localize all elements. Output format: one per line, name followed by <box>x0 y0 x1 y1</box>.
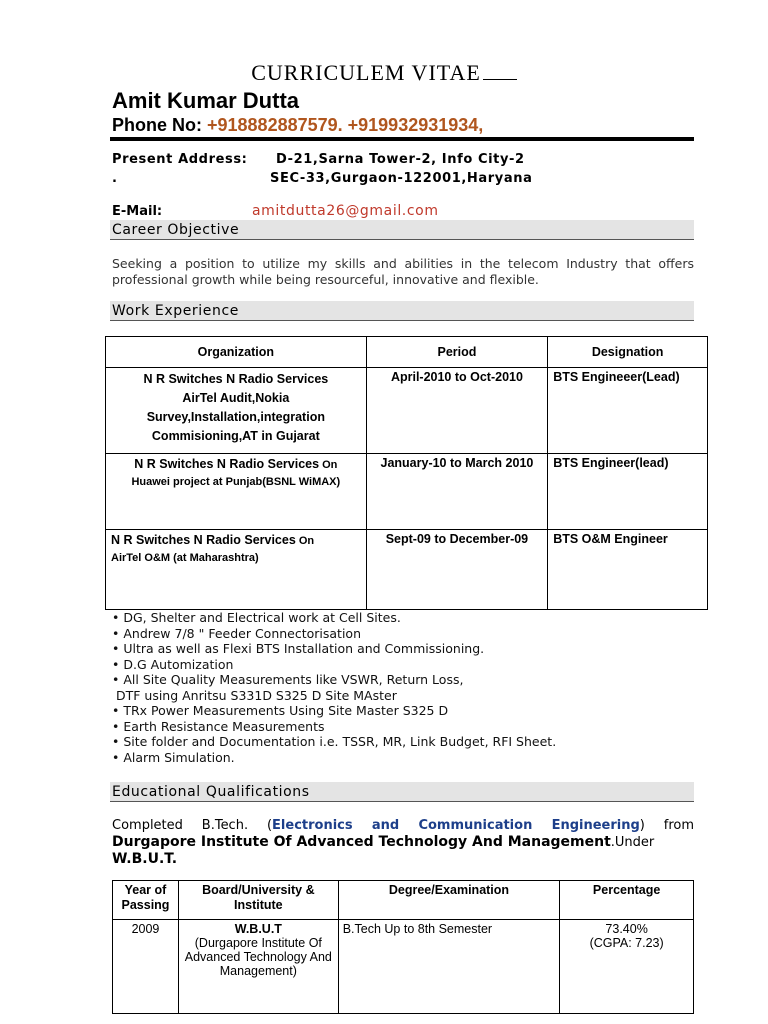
list-item: • D.G Automization <box>112 656 234 672</box>
table-row <box>106 368 708 454</box>
table-row <box>106 454 708 530</box>
phone-label: Phone No: <box>112 115 207 135</box>
list-item: • Alarm Simulation. <box>112 749 235 765</box>
designation-cell: BTS Engineeer(Lead) <box>548 368 708 454</box>
address-label: Present Address: <box>112 152 248 167</box>
table-header-row <box>113 881 694 920</box>
list-item: • DG, Shelter and Electrical work at Cell Sites. <box>112 610 401 625</box>
list-item: • Andrew 7/8 " Feeder Connectorisation <box>112 625 362 641</box>
table-header-row <box>106 337 708 368</box>
document-title: CURRICULEM VITAE <box>0 60 768 86</box>
column-header: Board/University & Institute <box>178 881 338 920</box>
address-line-2-prefix: . <box>112 171 118 186</box>
column-header: Percentage <box>560 881 694 920</box>
organization-cell: N R Switches N Radio Services On AirTel O&M (at Maharashtra) <box>106 530 367 610</box>
column-header: Period <box>366 337 548 368</box>
list-item: DTF using Anritsu S331D S325 D Site MAster <box>112 687 397 703</box>
education-table <box>112 880 694 1014</box>
column-header: Organization <box>106 337 367 368</box>
list-item: • All Site Quality Measurements like VSWR, Return Loss, <box>112 672 464 687</box>
work-experience-table <box>105 336 708 610</box>
organization-cell: N R Switches N Radio Services AirTel Audit,Nokia Survey,Installation,integration Commisioning,AT in Gujarat <box>106 368 367 454</box>
period-cell: Sept-09 to December-09 <box>366 530 548 610</box>
education-heading: Educational Qualifications <box>110 782 694 802</box>
year-cell: 2009 <box>113 920 179 1014</box>
table-row <box>113 920 694 1014</box>
phone-value: +918882887579. +919932931934, <box>207 115 484 135</box>
work-skills-list <box>112 610 556 765</box>
period-cell: April-2010 to Oct-2010 <box>366 368 548 454</box>
column-header: Designation <box>548 337 708 368</box>
column-header: Year of Passing <box>113 881 179 920</box>
designation-cell: BTS Engineer(lead) <box>548 454 708 530</box>
career-objective-heading: Career Objective <box>110 220 694 240</box>
board-cell: W.B.U.T (Durgapore Institute Of Advanced Technology And Management) <box>178 920 338 1014</box>
list-item: • Site folder and Documentation i.e. TSSR, MR, Link Budget, RFI Sheet. <box>112 734 557 749</box>
education-summary: Completed B.Tech. (Electronics and Communication Engineering) from Durgapore Institute Of Advanced Technology And Management.Under W.B.U.T. <box>112 818 695 867</box>
list-item: • TRx Power Measurements Using Site Master S325 D <box>112 703 449 718</box>
address-line-1: D-21,Sarna Tower-2, Info City-2 <box>276 152 525 167</box>
percentage-cell: 73.40% (CGPA: 7.23) <box>560 920 694 1014</box>
candidate-name: Amit Kumar Dutta <box>112 88 300 113</box>
designation-cell: BTS O&M Engineer <box>548 530 708 610</box>
address-line-2: SEC-33,Gurgaon-122001,Haryana <box>270 171 533 186</box>
career-objective-text: Seeking a position to utilize my skills and abilities in the telecom Industry that offers professional growth while being resourceful, innovative and flexible. <box>112 256 694 287</box>
exam-cell: B.Tech Up to 8th Semester <box>338 920 560 1014</box>
email-label: E-Mail: <box>112 204 163 219</box>
organization-cell: N R Switches N Radio Services On Huawei project at Punjab(BSNL WiMAX) <box>106 454 367 530</box>
list-item: • Ultra as well as Flexi BTS Installation and Commissioning. <box>112 641 485 656</box>
column-header: Degree/Examination <box>338 881 560 920</box>
work-experience-heading: Work Experience <box>110 301 694 321</box>
list-item: • Earth Resistance Measurements <box>112 718 325 734</box>
period-cell: January-10 to March 2010 <box>366 454 548 530</box>
header-divider <box>110 137 694 141</box>
email-value: amitdutta26@gmail.com <box>252 203 439 219</box>
phone-line <box>112 115 483 136</box>
table-row <box>106 530 708 610</box>
